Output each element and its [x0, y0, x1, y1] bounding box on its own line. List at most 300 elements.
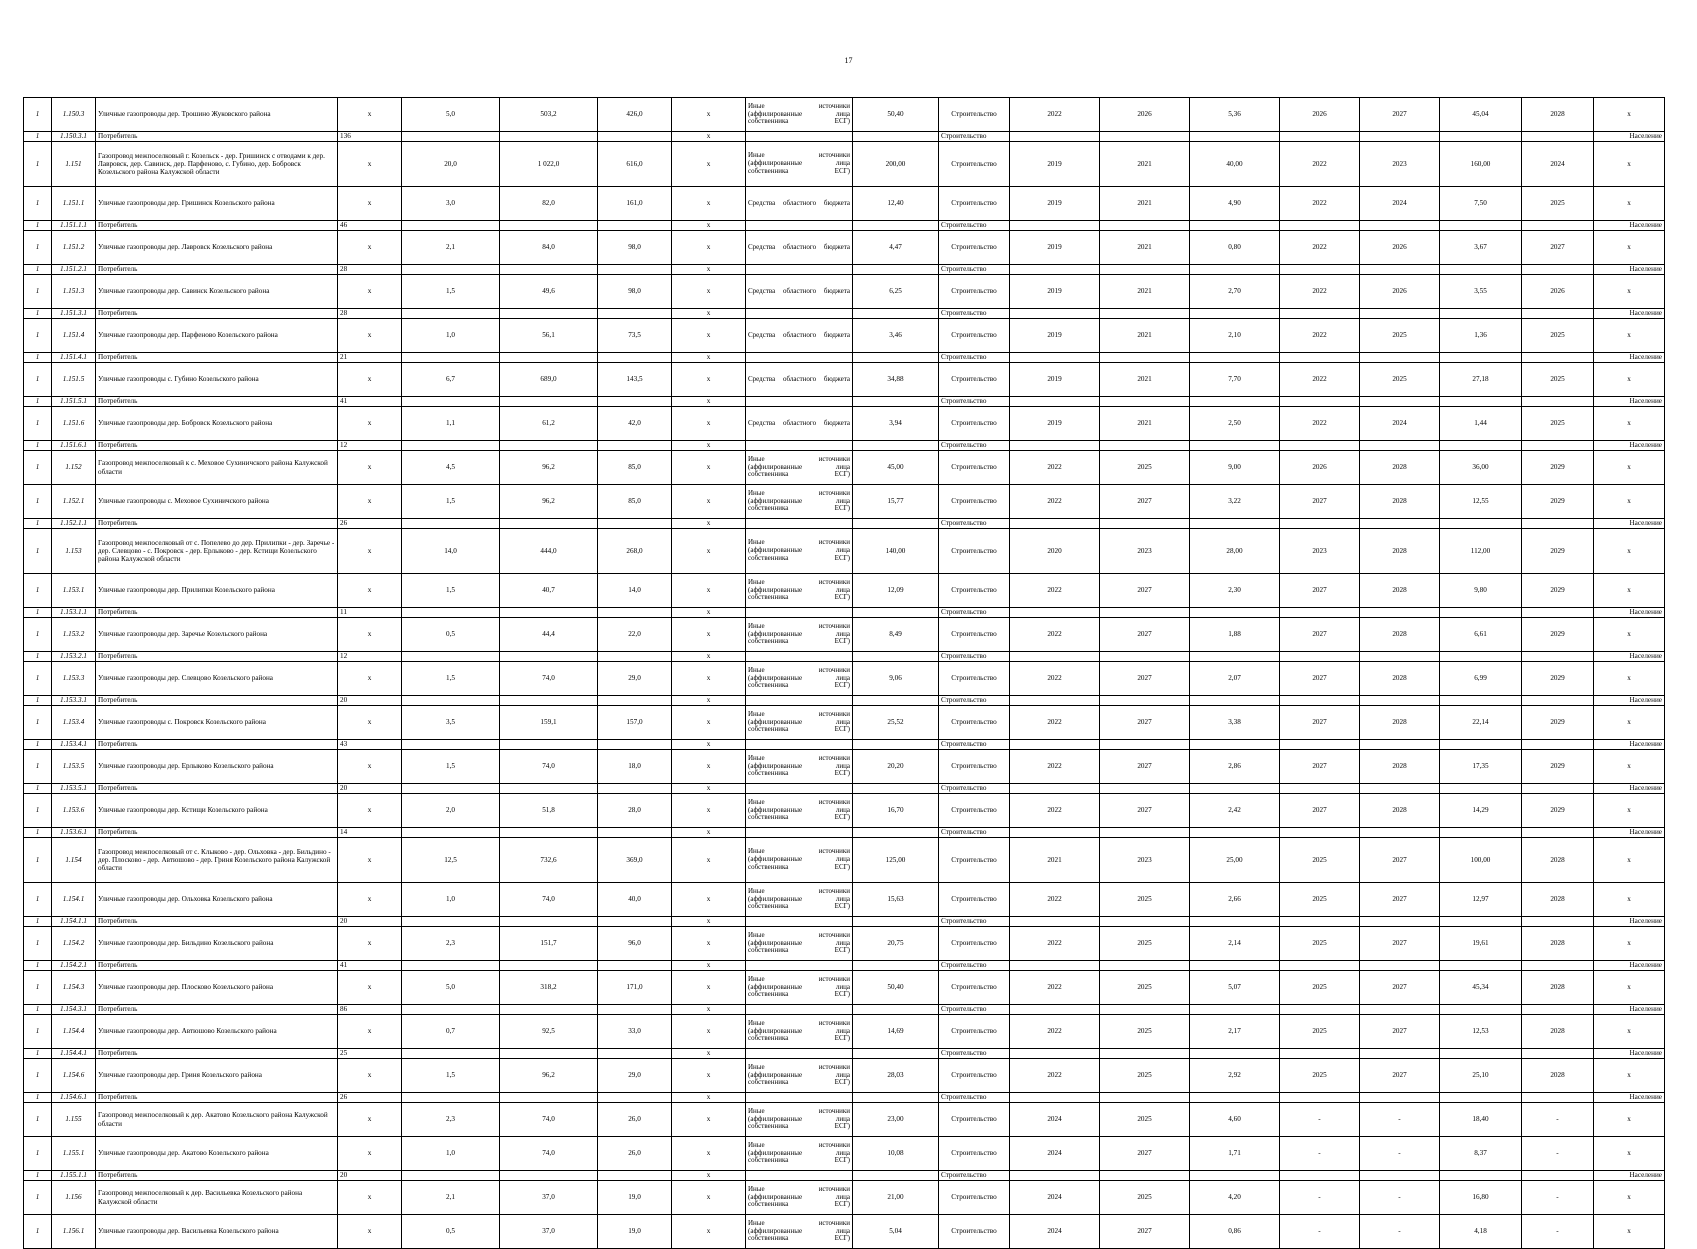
cell-c8: x: [672, 662, 746, 696]
cell-name: Уличные газопроводы дер. Кстищи Козельского района: [96, 794, 338, 828]
cell-c7: [598, 265, 672, 275]
cell-c4: x: [338, 1137, 402, 1171]
cell-c8: x: [672, 1215, 746, 1249]
consumer-row: [24, 696, 1665, 706]
cell-name: Потребитель: [96, 441, 338, 451]
cell-c19: x: [1594, 485, 1665, 519]
cell-num: 1.153.3: [52, 662, 96, 696]
cell-c6: 96,2: [500, 485, 598, 519]
cell-name: Газопровод межпоселковый от с. Попелево до дер. Прилипки - дер. Заречье - дер. Слевцово - с. Покровск - дер. Ерлыково - дер. Кстищи Козельского района Калужской области: [96, 529, 338, 574]
cell-src: Иные источники (аффилированные лица собственника ЕСГ): [746, 750, 853, 784]
cell-c5: 3,5: [402, 706, 500, 740]
cell-num: 1.154.6: [52, 1059, 96, 1093]
cell-c5: [402, 519, 500, 529]
cell-src: Средства областного бюджета: [746, 363, 853, 397]
cell-src: Иные источники (аффилированные лица собственника ЕСГ): [746, 485, 853, 519]
cell-c4: x: [338, 1059, 402, 1093]
cell-c15: [1280, 519, 1360, 529]
cell-c10: [853, 1005, 939, 1015]
cell-c7: 616,0: [598, 142, 672, 187]
cell-c16: [1360, 652, 1440, 662]
cell-c10: [853, 132, 939, 142]
cell-c11: Строительство: [939, 275, 1010, 309]
cell-c17: [1440, 441, 1522, 451]
object-row: [24, 485, 1665, 519]
cell-src: [746, 397, 853, 407]
cell-c10: [853, 740, 939, 750]
cell-c6: [500, 608, 598, 618]
consumer-row: [24, 397, 1665, 407]
cell-c10: [853, 696, 939, 706]
cell-src: [746, 1049, 853, 1059]
cell-c1: 1: [24, 519, 52, 529]
cell-c5: 1,0: [402, 1137, 500, 1171]
cell-c1: 1: [24, 662, 52, 696]
cell-c19: Население: [1594, 784, 1665, 794]
cell-c16: [1360, 784, 1440, 794]
cell-src: Иные источники (аффилированные лица собственника ЕСГ): [746, 1215, 853, 1249]
cell-c15: [1280, 608, 1360, 618]
cell-c12: 2022: [1010, 98, 1100, 132]
cell-src: Иные источники (аффилированные лица собственника ЕСГ): [746, 451, 853, 485]
cell-c11: Строительство: [939, 98, 1010, 132]
cell-c8: x: [672, 1049, 746, 1059]
cell-c8: x: [672, 794, 746, 828]
cell-c19: x: [1594, 750, 1665, 784]
cell-c14: 0,86: [1190, 1215, 1280, 1249]
cell-c15: 2022: [1280, 231, 1360, 265]
cell-src: [746, 740, 853, 750]
cell-c15: -: [1280, 1103, 1360, 1137]
cell-c1: 1: [24, 1137, 52, 1171]
cell-c19: x: [1594, 706, 1665, 740]
cell-c12: 2022: [1010, 750, 1100, 784]
cell-c14: 2,14: [1190, 927, 1280, 961]
cell-c15: 2027: [1280, 618, 1360, 652]
cell-c11: Строительство: [939, 696, 1010, 706]
cell-c1: 1: [24, 740, 52, 750]
cell-c19: Население: [1594, 519, 1665, 529]
cell-c11: Строительство: [939, 407, 1010, 441]
cell-c14: [1190, 132, 1280, 142]
cell-c7: [598, 309, 672, 319]
cell-c11: Строительство: [939, 132, 1010, 142]
cell-c14: 2,70: [1190, 275, 1280, 309]
cell-c5: [402, 397, 500, 407]
cell-num: 1.152.1: [52, 485, 96, 519]
cell-num: 1.154.3: [52, 971, 96, 1005]
cell-c1: 1: [24, 309, 52, 319]
cell-c16: [1360, 265, 1440, 275]
cell-c17: [1440, 309, 1522, 319]
cell-c7: 369,0: [598, 838, 672, 883]
cell-c18: 2029: [1522, 706, 1594, 740]
cell-c13: [1100, 1049, 1190, 1059]
cell-c10: 4,47: [853, 231, 939, 265]
cell-c7: 98,0: [598, 231, 672, 265]
cell-c7: [598, 353, 672, 363]
cell-c7: 98,0: [598, 275, 672, 309]
cell-c15: [1280, 961, 1360, 971]
cell-c17: 1,36: [1440, 319, 1522, 353]
cell-c6: [500, 221, 598, 231]
cell-c17: 27,18: [1440, 363, 1522, 397]
cell-c12: 2024: [1010, 1137, 1100, 1171]
cell-c12: 2022: [1010, 706, 1100, 740]
cell-c7: [598, 917, 672, 927]
cell-c11: Строительство: [939, 142, 1010, 187]
cell-c13: [1100, 961, 1190, 971]
cell-c19: Население: [1594, 696, 1665, 706]
cell-c15: 2025: [1280, 883, 1360, 917]
cell-c14: 3,38: [1190, 706, 1280, 740]
cell-c12: 2022: [1010, 485, 1100, 519]
cell-name: Потребитель: [96, 132, 338, 142]
cell-c4: x: [338, 618, 402, 652]
cell-num: 1.151.3.1: [52, 309, 96, 319]
cell-c8: x: [672, 1137, 746, 1171]
cell-name: Уличные газопроводы дер. Бильдино Козельского района: [96, 927, 338, 961]
cell-c15: 2022: [1280, 275, 1360, 309]
cell-c12: [1010, 608, 1100, 618]
cell-c13: [1100, 132, 1190, 142]
cell-c12: 2019: [1010, 363, 1100, 397]
cell-c18: -: [1522, 1181, 1594, 1215]
cell-c18: -: [1522, 1103, 1594, 1137]
consumer-row: [24, 652, 1665, 662]
cell-c7: [598, 696, 672, 706]
cell-c10: [853, 265, 939, 275]
cell-src: Средства областного бюджета: [746, 275, 853, 309]
consumer-row: [24, 784, 1665, 794]
cell-c12: 2022: [1010, 1059, 1100, 1093]
cell-c7: 18,0: [598, 750, 672, 784]
cell-c8: x: [672, 407, 746, 441]
cell-c18: 2028: [1522, 971, 1594, 1005]
cell-c7: 268,0: [598, 529, 672, 574]
cell-c17: 3,67: [1440, 231, 1522, 265]
cell-c5: 1,5: [402, 662, 500, 696]
cell-c5: 12,5: [402, 838, 500, 883]
cell-c5: [402, 309, 500, 319]
cell-c19: x: [1594, 794, 1665, 828]
cell-src: Иные источники (аффилированные лица собственника ЕСГ): [746, 1181, 853, 1215]
cell-c19: Население: [1594, 961, 1665, 971]
cell-c15: [1280, 784, 1360, 794]
cell-c18: 2029: [1522, 485, 1594, 519]
cell-c13: 2021: [1100, 142, 1190, 187]
cell-c8: x: [672, 1103, 746, 1137]
cell-c13: 2021: [1100, 187, 1190, 221]
cell-num: 1.153.4: [52, 706, 96, 740]
cell-c5: 4,5: [402, 451, 500, 485]
cell-num: 1.156: [52, 1181, 96, 1215]
cell-c13: 2021: [1100, 363, 1190, 397]
cell-c7: 96,0: [598, 927, 672, 961]
cell-c13: [1100, 696, 1190, 706]
cell-c4: 11: [338, 608, 402, 618]
cell-c15: 2025: [1280, 971, 1360, 1005]
cell-c5: [402, 917, 500, 927]
cell-c6: [500, 1171, 598, 1181]
cell-c11: Строительство: [939, 828, 1010, 838]
cell-c4: x: [338, 319, 402, 353]
cell-c10: [853, 441, 939, 451]
cell-c15: 2027: [1280, 485, 1360, 519]
cell-c5: 1,0: [402, 319, 500, 353]
cell-num: 1.154.2.1: [52, 961, 96, 971]
cell-c15: 2025: [1280, 927, 1360, 961]
cell-c11: Строительство: [939, 1049, 1010, 1059]
cell-c14: [1190, 353, 1280, 363]
cell-c17: 3,55: [1440, 275, 1522, 309]
cell-c4: x: [338, 794, 402, 828]
cell-name: Уличные газопроводы дер. Савинск Козельского района: [96, 275, 338, 309]
cell-num: 1.155: [52, 1103, 96, 1137]
cell-c19: Население: [1594, 353, 1665, 363]
cell-c1: 1: [24, 397, 52, 407]
cell-c13: [1100, 309, 1190, 319]
cell-c13: 2027: [1100, 706, 1190, 740]
cell-num: 1.151.2.1: [52, 265, 96, 275]
cell-c13: 2025: [1100, 971, 1190, 1005]
cell-c10: [853, 397, 939, 407]
cell-c13: 2025: [1100, 1103, 1190, 1137]
cell-c13: [1100, 784, 1190, 794]
cell-c19: x: [1594, 1137, 1665, 1171]
cell-c1: 1: [24, 1093, 52, 1103]
cell-src: Иные источники (аффилированные лица собственника ЕСГ): [746, 142, 853, 187]
cell-c6: [500, 397, 598, 407]
cell-c19: x: [1594, 927, 1665, 961]
cell-c16: -: [1360, 1137, 1440, 1171]
cell-c16: 2026: [1360, 275, 1440, 309]
cell-c19: Население: [1594, 828, 1665, 838]
object-row: [24, 187, 1665, 221]
consumer-row: [24, 608, 1665, 618]
cell-c7: 143,5: [598, 363, 672, 397]
cell-c4: 26: [338, 519, 402, 529]
cell-c6: [500, 828, 598, 838]
cell-c14: 9,00: [1190, 451, 1280, 485]
cell-c16: [1360, 828, 1440, 838]
cell-c1: 1: [24, 1049, 52, 1059]
cell-c4: x: [338, 187, 402, 221]
cell-c4: x: [338, 838, 402, 883]
cell-c5: 0,7: [402, 1015, 500, 1049]
cell-c13: 2021: [1100, 407, 1190, 441]
cell-c11: Строительство: [939, 961, 1010, 971]
cell-c12: 2022: [1010, 1015, 1100, 1049]
cell-c17: 45,34: [1440, 971, 1522, 1005]
cell-name: Газопровод межпоселковый к дер. Васильевка Козельского района Калужской области: [96, 1181, 338, 1215]
cell-c6: 689,0: [500, 363, 598, 397]
cell-num: 1.154.3.1: [52, 1005, 96, 1015]
cell-c12: [1010, 265, 1100, 275]
cell-c18: 2024: [1522, 142, 1594, 187]
cell-c6: 37,0: [500, 1215, 598, 1249]
cell-c4: 20: [338, 696, 402, 706]
cell-c14: 5,07: [1190, 971, 1280, 1005]
cell-c6: [500, 652, 598, 662]
cell-c11: Строительство: [939, 927, 1010, 961]
cell-c15: [1280, 1005, 1360, 1015]
cell-c13: 2027: [1100, 750, 1190, 784]
cell-src: Средства областного бюджета: [746, 231, 853, 265]
cell-name: Уличные газопроводы дер. Заречье Козельского района: [96, 618, 338, 652]
cell-c14: [1190, 265, 1280, 275]
cell-c11: Строительство: [939, 1137, 1010, 1171]
cell-c18: [1522, 132, 1594, 142]
cell-c10: 16,70: [853, 794, 939, 828]
cell-c6: 732,6: [500, 838, 598, 883]
cell-c4: 43: [338, 740, 402, 750]
cell-c16: [1360, 397, 1440, 407]
cell-c4: x: [338, 407, 402, 441]
cell-c7: 26,0: [598, 1137, 672, 1171]
cell-c14: 4,20: [1190, 1181, 1280, 1215]
cell-c16: 2027: [1360, 1059, 1440, 1093]
cell-c17: 45,04: [1440, 98, 1522, 132]
cell-c5: [402, 132, 500, 142]
cell-c11: Строительство: [939, 1181, 1010, 1215]
cell-c18: 2028: [1522, 1015, 1594, 1049]
cell-c19: x: [1594, 838, 1665, 883]
cell-c13: [1100, 652, 1190, 662]
cell-c15: [1280, 265, 1360, 275]
cell-c17: 6,61: [1440, 618, 1522, 652]
cell-c16: 2028: [1360, 529, 1440, 574]
cell-c14: [1190, 1093, 1280, 1103]
cell-c19: Население: [1594, 917, 1665, 927]
cell-c18: 2028: [1522, 838, 1594, 883]
cell-c18: [1522, 519, 1594, 529]
cell-c8: x: [672, 696, 746, 706]
cell-name: Уличные газопроводы с. Меховое Сухиничского района: [96, 485, 338, 519]
cell-c12: [1010, 1171, 1100, 1181]
cell-c8: x: [672, 961, 746, 971]
cell-c1: 1: [24, 1181, 52, 1215]
cell-name: Потребитель: [96, 1171, 338, 1181]
object-row: [24, 574, 1665, 608]
cell-c19: x: [1594, 662, 1665, 696]
cell-c8: x: [672, 265, 746, 275]
cell-c1: 1: [24, 608, 52, 618]
cell-c10: 9,06: [853, 662, 939, 696]
cell-c4: x: [338, 574, 402, 608]
cell-c12: [1010, 441, 1100, 451]
cell-c10: 12,09: [853, 574, 939, 608]
cell-c18: 2028: [1522, 883, 1594, 917]
object-row: [24, 794, 1665, 828]
cell-c16: -: [1360, 1215, 1440, 1249]
cell-c13: 2021: [1100, 275, 1190, 309]
cell-c13: [1100, 265, 1190, 275]
cell-c12: 2022: [1010, 451, 1100, 485]
cell-c19: x: [1594, 187, 1665, 221]
cell-c4: x: [338, 1181, 402, 1215]
cell-c10: [853, 917, 939, 927]
cell-c5: 2,3: [402, 1103, 500, 1137]
cell-c7: 171,0: [598, 971, 672, 1005]
cell-c1: 1: [24, 883, 52, 917]
cell-src: Иные источники (аффилированные лица собственника ЕСГ): [746, 971, 853, 1005]
cell-c17: 12,97: [1440, 883, 1522, 917]
cell-num: 1.151.5: [52, 363, 96, 397]
object-row: [24, 838, 1665, 883]
cell-c19: x: [1594, 1015, 1665, 1049]
cell-c18: [1522, 961, 1594, 971]
cell-c17: [1440, 1049, 1522, 1059]
cell-c10: [853, 309, 939, 319]
cell-c17: [1440, 265, 1522, 275]
consumer-row: [24, 519, 1665, 529]
cell-name: Уличные газопроводы дер. Парфеново Козельского района: [96, 319, 338, 353]
object-row: [24, 750, 1665, 784]
cell-num: 1.153.6.1: [52, 828, 96, 838]
cell-c19: x: [1594, 275, 1665, 309]
cell-c17: 8,37: [1440, 1137, 1522, 1171]
cell-num: 1.150.3: [52, 98, 96, 132]
cell-num: 1.153: [52, 529, 96, 574]
cell-c14: 2,30: [1190, 574, 1280, 608]
cell-num: 1.153.2: [52, 618, 96, 652]
cell-c15: 2027: [1280, 794, 1360, 828]
cell-c15: 2022: [1280, 142, 1360, 187]
cell-c19: Население: [1594, 1093, 1665, 1103]
cell-c15: [1280, 917, 1360, 927]
object-row: [24, 1137, 1665, 1171]
cell-c10: 15,77: [853, 485, 939, 519]
cell-c17: [1440, 961, 1522, 971]
cell-c5: 6,7: [402, 363, 500, 397]
cell-c5: 1,5: [402, 485, 500, 519]
cell-c19: Население: [1594, 265, 1665, 275]
cell-c12: [1010, 828, 1100, 838]
cell-c8: x: [672, 838, 746, 883]
cell-c15: 2027: [1280, 574, 1360, 608]
cell-c11: Строительство: [939, 917, 1010, 927]
cell-c13: 2021: [1100, 319, 1190, 353]
cell-c5: 5,0: [402, 971, 500, 1005]
cell-c11: Строительство: [939, 838, 1010, 883]
cell-c18: [1522, 917, 1594, 927]
cell-c5: [402, 961, 500, 971]
cell-c4: 28: [338, 309, 402, 319]
cell-c7: [598, 608, 672, 618]
cell-c8: x: [672, 132, 746, 142]
cell-name: Газопровод межпоселковый от с. Клыково - дер. Ольховка - дер. Бильдино - дер. Плосково - дер. Автюшово - дер. Гриня Козельского района Калужской области: [96, 838, 338, 883]
consumer-row: [24, 1005, 1665, 1015]
consumer-row: [24, 1171, 1665, 1181]
cell-c12: [1010, 309, 1100, 319]
cell-c7: 426,0: [598, 98, 672, 132]
cell-c7: [598, 397, 672, 407]
cell-c10: [853, 652, 939, 662]
object-row: [24, 319, 1665, 353]
cell-c17: [1440, 132, 1522, 142]
cell-c5: 1,1: [402, 407, 500, 441]
cell-c10: [853, 519, 939, 529]
cell-c15: [1280, 221, 1360, 231]
cell-c14: [1190, 740, 1280, 750]
cell-src: [746, 309, 853, 319]
cell-src: [746, 1171, 853, 1181]
cell-num: 1.153.5.1: [52, 784, 96, 794]
cell-c15: 2023: [1280, 529, 1360, 574]
cell-c11: Строительство: [939, 451, 1010, 485]
cell-name: Уличные газопроводы дер. Акатово Козельского района: [96, 1137, 338, 1171]
